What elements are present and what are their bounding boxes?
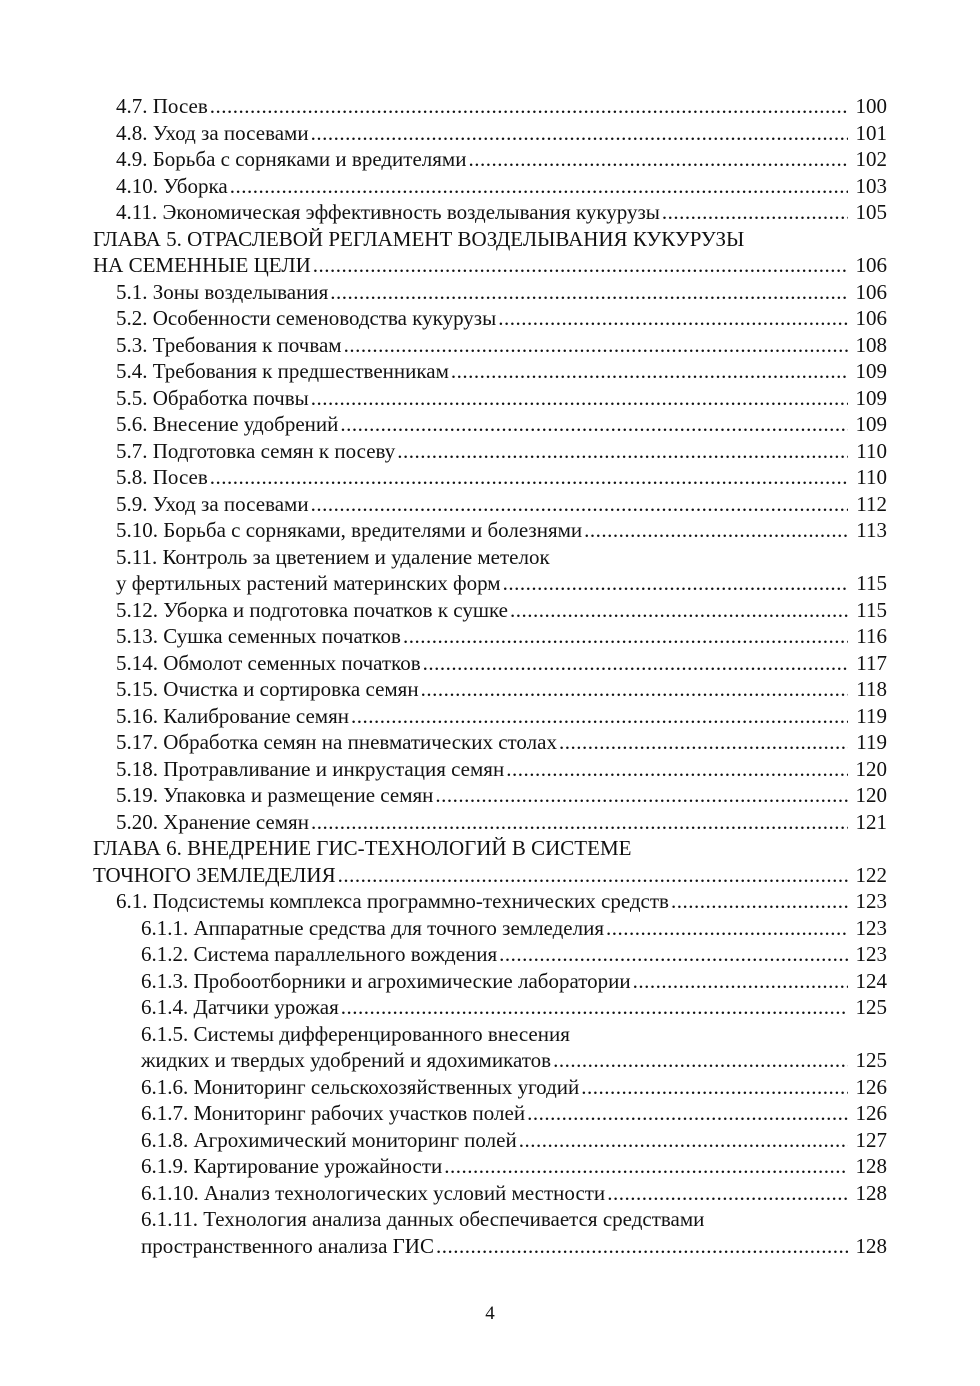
toc-entry[interactable]: [93, 756, 887, 783]
dot-leader: [311, 120, 848, 147]
toc-entry-page: 128: [855, 1233, 887, 1258]
toc-entry-title: у фертильных растений материнских форм: [116, 571, 501, 595]
toc-entry-page: 119: [856, 703, 887, 728]
toc-entry-page: 116: [856, 624, 887, 648]
dot-leader: [553, 1047, 848, 1074]
toc-subentry[interactable]: [93, 1100, 887, 1127]
dot-leader: [311, 809, 848, 836]
dot-leader: [581, 1074, 848, 1101]
dot-leader: [499, 941, 848, 968]
toc-entry-page: 100: [855, 94, 887, 118]
toc-entry-title: 4.10. Уборка: [116, 173, 228, 198]
toc-entry-title: 5.1. Зоны возделывания: [116, 279, 329, 304]
dot-leader: [423, 650, 848, 677]
toc-entry-page: 112: [856, 491, 887, 516]
dot-leader: [506, 756, 848, 783]
toc-entry-page: 115: [856, 571, 887, 595]
toc-entry[interactable]: [93, 120, 887, 147]
toc-entry-page: 110: [856, 438, 887, 463]
toc-entry-title: 5.13. Сушка семенных початков: [116, 624, 401, 648]
dot-leader: [210, 464, 848, 491]
toc-entry[interactable]: [93, 332, 887, 359]
dot-leader: [584, 517, 848, 544]
toc-entry[interactable]: [93, 173, 887, 200]
toc-entry-page: 126: [855, 1101, 887, 1125]
dot-leader: [341, 994, 848, 1021]
toc-entry-page: 103: [855, 173, 887, 198]
toc-entry-first-line[interactable]: 5.11. Контроль за цветением и удаление метелок: [116, 544, 550, 569]
dot-leader: [671, 888, 848, 915]
toc-entry-page: 115: [856, 597, 887, 622]
toc-subentry[interactable]: [93, 915, 887, 942]
toc-entry-title: 5.19. Упаковка и размещение семян: [116, 783, 434, 807]
dot-leader: [421, 676, 848, 703]
toc-entry[interactable]: [93, 199, 887, 226]
toc-entry-title: 6.1.7. Мониторинг рабочих участков полей: [141, 1101, 526, 1125]
dot-leader: [451, 358, 848, 385]
chapter-heading-line[interactable]: ГЛАВА 6. ВНЕДРЕНИЕ ГИС-ТЕХНОЛОГИЙ В СИСТЕМЕ: [93, 836, 632, 860]
toc-subentry[interactable]: [93, 1047, 887, 1074]
toc-entry[interactable]: [93, 703, 887, 730]
dot-leader: [210, 93, 848, 120]
toc-entry-title: 6.1.3. Пробоотборники и агрохимические лаборатории: [141, 968, 631, 993]
toc-entry-title: 5.6. Внесение удобрений: [116, 412, 339, 436]
dot-leader: [503, 570, 848, 597]
toc-entry[interactable]: [93, 729, 887, 756]
toc-entry-page: 125: [855, 995, 887, 1019]
toc-entry-title: 6.1.2. Система параллельного вождения: [141, 942, 498, 966]
toc-entry-title: 6.1.1. Аппаратные средства для точного земледелия: [141, 915, 604, 940]
toc-entry-title: 5.7. Подготовка семян к посеву: [116, 438, 396, 463]
toc-entry[interactable]: [93, 438, 887, 465]
dot-leader: [403, 623, 848, 650]
toc-chapter-entry[interactable]: [93, 862, 887, 889]
toc-subentry-first-line[interactable]: 6.1.5. Системы дифференцированного внесения: [141, 1021, 570, 1046]
toc-subentry[interactable]: [93, 994, 887, 1021]
dot-leader: [338, 862, 848, 889]
dot-leader: [444, 1153, 848, 1180]
toc-entry-title: 5.15. Очистка и сортировка семян: [116, 677, 419, 701]
toc-entry[interactable]: [93, 411, 887, 438]
toc-entry[interactable]: [93, 305, 887, 332]
toc-entry-title: НА СЕМЕННЫЕ ЦЕЛИ: [93, 253, 311, 277]
toc-entry[interactable]: [93, 782, 887, 809]
toc-entry-page: 120: [855, 756, 887, 781]
dot-leader: [344, 332, 848, 359]
toc-entry[interactable]: [93, 385, 887, 412]
toc-entry-page: 123: [855, 915, 887, 940]
toc-entry-title: пространственного анализа ГИС: [141, 1233, 434, 1258]
toc-entry-title: 6.1.10. Анализ технологических условий местности: [141, 1180, 606, 1205]
toc-subentry[interactable]: [93, 1233, 887, 1260]
dot-leader: [311, 491, 848, 518]
toc-entry-title: 5.17. Обработка семян на пневматических столах: [116, 730, 557, 754]
toc-subentry[interactable]: [93, 1180, 887, 1207]
dot-leader: [607, 1180, 848, 1207]
toc-entry-title: 4.11. Экономическая эффективность возделывания кукурузы: [116, 200, 660, 224]
dot-leader: [498, 305, 848, 332]
toc-entry-title: 4.9. Борьба с сорняками и вредителями: [116, 147, 467, 171]
toc-entry-title: 5.20. Хранение семян: [116, 809, 309, 834]
toc-entry[interactable]: [93, 279, 887, 306]
dot-leader: [662, 199, 848, 226]
toc-entry-page: 110: [856, 465, 887, 489]
toc-entry-page: 117: [856, 650, 887, 675]
toc-subentry-first-line[interactable]: 6.1.11. Технология анализа данных обеспечивается средствами: [141, 1207, 705, 1231]
toc-entry[interactable]: [93, 491, 887, 518]
toc-entry-title: 6.1.6. Мониторинг сельскохозяйственных угодий: [141, 1074, 580, 1099]
toc-entry-title: 4.8. Уход за посевами: [116, 120, 309, 145]
toc-chapter-entry[interactable]: [93, 252, 887, 279]
toc-entry-page: 122: [855, 862, 887, 887]
toc-entry-title: 5.8. Посев: [116, 465, 208, 489]
toc-subentry[interactable]: [93, 968, 887, 995]
toc-subentry[interactable]: [93, 1127, 887, 1154]
dot-leader: [519, 1127, 848, 1154]
toc-entry-title: 6.1.4. Датчики урожая: [141, 995, 339, 1019]
toc-subentry[interactable]: [93, 1153, 887, 1180]
toc-entry-title: 5.9. Уход за посевами: [116, 491, 309, 516]
toc-entry-title: 5.5. Обработка почвы: [116, 385, 309, 410]
toc-entry-page: 105: [855, 200, 887, 224]
dot-leader: [313, 252, 848, 279]
toc-entry-page: 106: [855, 253, 887, 277]
toc-entry-title: 6.1.8. Агрохимический мониторинг полей: [141, 1127, 517, 1152]
toc-entry-page: 109: [855, 359, 887, 383]
dot-leader: [559, 729, 848, 756]
toc-entry-page: 109: [855, 385, 887, 410]
toc-entry-title: 5.12. Уборка и подготовка початков к сушке: [116, 597, 509, 622]
toc-entry-page: 108: [855, 332, 887, 357]
dot-leader: [311, 385, 848, 412]
toc-entry[interactable]: [93, 676, 887, 703]
toc-entry-page: 128: [855, 1180, 887, 1205]
dot-leader: [436, 1233, 848, 1260]
toc-entry-page: 113: [856, 518, 887, 542]
toc-entry-page: 118: [856, 677, 887, 701]
dot-leader: [397, 438, 848, 465]
toc-entry[interactable]: [93, 809, 887, 836]
toc-entry[interactable]: [93, 888, 887, 915]
toc-entry-page: 123: [855, 942, 887, 966]
dot-leader: [351, 703, 848, 730]
table-of-contents: [93, 93, 887, 1259]
toc-entry-page: 124: [855, 968, 887, 993]
toc-entry-page: 102: [855, 147, 887, 171]
toc-entry-title: 5.2. Особенности семеноводства кукурузы: [116, 306, 497, 330]
toc-entry-page: 128: [855, 1154, 887, 1178]
toc-subentry[interactable]: [93, 1074, 887, 1101]
toc-entry-title: 5.16. Калибрование семян: [116, 703, 349, 728]
toc-entry-page: 123: [855, 889, 887, 913]
toc-entry-title: 5.18. Протравливание и инкрустация семян: [116, 756, 505, 781]
toc-entry-page: 127: [855, 1127, 887, 1152]
dot-leader: [510, 597, 848, 624]
toc-subentry[interactable]: [93, 941, 887, 968]
toc-entry[interactable]: [93, 517, 887, 544]
toc-entry[interactable]: [93, 93, 887, 120]
toc-entry-title: 5.3. Требования к почвам: [116, 332, 342, 357]
toc-entry-page: 125: [855, 1048, 887, 1072]
toc-entry-page: 106: [855, 306, 887, 330]
dot-leader: [230, 173, 848, 200]
toc-entry-page: 119: [856, 730, 887, 754]
toc-entry[interactable]: [93, 650, 887, 677]
toc-entry-title: ТОЧНОГО ЗЕМЛЕДЕЛИЯ: [93, 862, 336, 887]
dot-leader: [606, 915, 848, 942]
toc-entry-page: 126: [855, 1074, 887, 1099]
toc-entry[interactable]: [93, 146, 887, 173]
toc-entry[interactable]: [93, 358, 887, 385]
toc-entry-page: 109: [855, 412, 887, 436]
dot-leader: [527, 1100, 848, 1127]
toc-entry[interactable]: [93, 570, 887, 597]
chapter-heading-line[interactable]: ГЛАВА 5. ОТРАСЛЕВОЙ РЕГЛАМЕНТ ВОЗДЕЛЫВАНИЯ КУКУРУЗЫ: [93, 226, 745, 251]
toc-entry[interactable]: [93, 464, 887, 491]
toc-entry[interactable]: [93, 623, 887, 650]
dot-leader: [633, 968, 848, 995]
toc-entry-title: 5.4. Требования к предшественникам: [116, 359, 449, 383]
toc-entry-page: 106: [855, 279, 887, 304]
dot-leader: [330, 279, 848, 306]
toc-entry-title: 6.1. Подсистемы комплекса программно-технических средств: [116, 889, 669, 913]
dot-leader: [468, 146, 848, 173]
page-number: 4: [485, 1303, 495, 1324]
toc-entry[interactable]: [93, 597, 887, 624]
toc-entry-page: 120: [855, 783, 887, 807]
toc-entry-page: 101: [855, 120, 887, 145]
toc-entry-title: 6.1.9. Картирование урожайности: [141, 1154, 443, 1178]
dot-leader: [435, 782, 848, 809]
toc-entry-title: жидких и твердых удобрений и ядохимикатов: [141, 1048, 552, 1072]
toc-entry-title: 5.10. Борьба с сорняками, вредителями и болезнями: [116, 518, 583, 542]
toc-entry-title: 5.14. Обмолот семенных початков: [116, 650, 421, 675]
toc-entry-title: 4.7. Посев: [116, 94, 208, 118]
dot-leader: [340, 411, 848, 438]
toc-entry-page: 121: [855, 809, 887, 834]
